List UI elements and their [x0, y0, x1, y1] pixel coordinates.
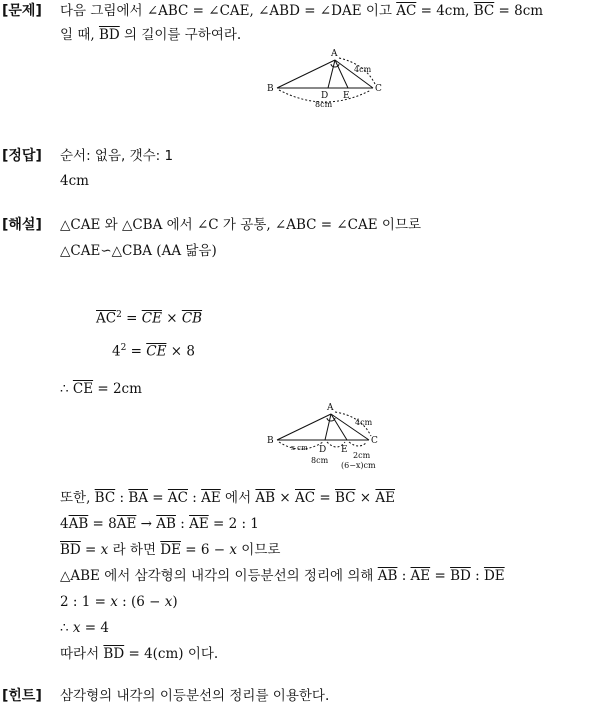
hint-text: 삼각형의 내각의 이등분선의 정리를 이용한다. [60, 688, 330, 704]
label-c: C [371, 436, 378, 446]
variable-x: x [229, 542, 237, 558]
segment-cb: $\overline{CB}$ [181, 310, 203, 327]
text: 따라서 [60, 646, 104, 662]
solution-proportion [60, 593, 178, 611]
solution-line-2: △CAE∽△CBA (AA 닮음) [60, 243, 217, 259]
solution-also [60, 489, 395, 507]
colon: : [397, 568, 411, 584]
problem-text: 일 때, [60, 27, 99, 43]
segment-ae [331, 414, 347, 440]
therefore-ce [60, 380, 142, 398]
solution-tag: [해설] [2, 217, 42, 233]
therefore-x [60, 619, 109, 637]
text: 이므로 [236, 542, 281, 558]
segment-ad [325, 414, 331, 440]
problem-text: 다음 그림에서 ∠ABC = ∠CAE, ∠ABD = ∠DAE 이고 [60, 3, 397, 19]
equals: = [430, 568, 451, 584]
equals: = [148, 490, 168, 506]
segment-ce: $\overline{CE}$ [146, 343, 167, 360]
segment-de: $\overline{DE}$ [483, 568, 505, 584]
label-b: B [267, 436, 274, 446]
segment-ae: $\overline{AE}$ [410, 568, 431, 584]
label-a: A [327, 403, 334, 413]
label-d: D [321, 91, 329, 101]
segment-de: $\overline{DE}$ [160, 542, 181, 558]
therefore-symbol: ∴ [60, 381, 73, 397]
segment-ae: $\overline{AE}$ [375, 490, 396, 506]
solution-line-1: △CAE 와 △CBA 에서 ∠C 가 공통, ∠ABC = ∠CAE 이므로 [60, 217, 422, 233]
label-b: B [267, 84, 274, 94]
segment-ac: $\overline{AC}$ [295, 490, 316, 506]
times: × [275, 490, 295, 506]
exponent: 2 [116, 310, 122, 320]
equation-1 [96, 306, 202, 328]
text: : (6 − [117, 594, 165, 610]
text: 또한, [60, 490, 95, 506]
segment-bd: $\overline{BD}$ [103, 646, 125, 662]
problem-text: 의 길이를 구하여라. [119, 27, 242, 43]
triangle-figure-1 [265, 46, 390, 110]
length-bc: 8cm [311, 456, 329, 465]
times: × [355, 490, 376, 506]
base: 4 [112, 343, 121, 360]
segment-ab: $\overline{AB}$ [156, 516, 176, 532]
label-d: D [319, 445, 327, 455]
label-e: E [341, 445, 348, 455]
dimension-arc-ec [349, 442, 367, 446]
segment-bd: $\overline{BD}$ [60, 542, 81, 558]
answer-meta: 순서: 없음, 갯수: 1 [60, 148, 174, 164]
answer-value: 4cm [60, 173, 89, 189]
variable-x: x [72, 620, 81, 636]
length-bd: x cm [291, 444, 308, 452]
variable-x: x [100, 542, 109, 558]
problem-text: = 4cm, [416, 3, 474, 19]
side-ab [277, 414, 331, 440]
label-a: A [331, 49, 338, 59]
solution-theorem [60, 567, 505, 585]
segment-ac: $\overline{AC}$ [396, 3, 417, 19]
therefore-symbol: ∴ [60, 620, 73, 636]
problem-tag: [문제] [2, 3, 42, 19]
segment-ac: $\overline{AC}$ [167, 490, 188, 506]
variable-x: x [164, 594, 173, 610]
text: △ABE 에서 삼각형의 내각의 이등분선의 정리에 의해 [60, 568, 378, 584]
text: ) [172, 594, 178, 610]
value: = 4 [80, 620, 109, 636]
segment-bc: $\overline{BC}$ [94, 490, 116, 506]
segment-bc: $\overline{BC}$ [335, 490, 356, 506]
problem-line-2 [60, 26, 241, 44]
length-bc: 8cm [315, 100, 333, 109]
length-de: (6−x)cm [341, 461, 376, 470]
segment-ae: $\overline{AE}$ [201, 490, 221, 506]
segment-ab: $\overline{AB}$ [68, 516, 89, 532]
equals: = [121, 310, 142, 327]
text: = 4(cm) 이다. [124, 646, 219, 662]
label-c: C [375, 84, 382, 94]
segment-ba: $\overline{BA}$ [128, 490, 148, 506]
length-ac: 4cm [354, 65, 372, 74]
segment-bd: $\overline{BD}$ [98, 27, 120, 43]
text: 에서 [220, 490, 256, 506]
variable-x: x [110, 594, 118, 610]
segment-ac: $\overline{AC}$ [96, 310, 117, 327]
solution-set-x [60, 541, 280, 559]
product: × 8 [166, 343, 195, 360]
segment-ae: $\overline{AE}$ [116, 516, 137, 532]
result: = 2 : 1 [208, 516, 259, 532]
segment-bd: $\overline{BD}$ [450, 568, 471, 584]
text: = 8 [88, 516, 117, 532]
length-ac: 4cm [355, 418, 373, 427]
problem-text: = 8cm [494, 3, 544, 19]
problem-line-1 [60, 2, 543, 20]
exponent: 2 [120, 343, 127, 353]
segment-ce: $\overline{CE}$ [141, 310, 162, 327]
value: = 2cm [93, 381, 142, 397]
segment-bc: $\overline{BC}$ [473, 3, 495, 19]
answer-tag: [정답] [2, 148, 42, 164]
segment-ab: $\overline{AB}$ [255, 490, 276, 506]
length-ce: 2cm [353, 451, 371, 460]
text: 2 : 1 = [60, 594, 111, 610]
coef: 4 [60, 516, 69, 532]
equals: = [126, 343, 147, 360]
solution-final [60, 645, 218, 663]
segment-ce: $\overline{CE}$ [72, 381, 94, 397]
equals: = [80, 542, 101, 558]
arrow: → [136, 516, 157, 532]
segment-ab: $\overline{AB}$ [377, 568, 398, 584]
colon: : [175, 516, 190, 532]
colon: : [470, 568, 484, 584]
hint-tag: [힌트] [2, 688, 42, 704]
equation-2 [112, 339, 195, 361]
solution-ratio [60, 515, 259, 533]
times: × [161, 310, 182, 327]
equals: = [315, 490, 335, 506]
segment-ae: $\overline{AE}$ [189, 516, 209, 532]
colon: : [188, 490, 202, 506]
triangle-figure-2 [265, 400, 390, 472]
text: = 6 − [180, 542, 230, 558]
text: 라 하면 [108, 542, 161, 558]
label-e: E [343, 91, 350, 101]
side-ab [277, 60, 335, 88]
colon: : [115, 490, 129, 506]
